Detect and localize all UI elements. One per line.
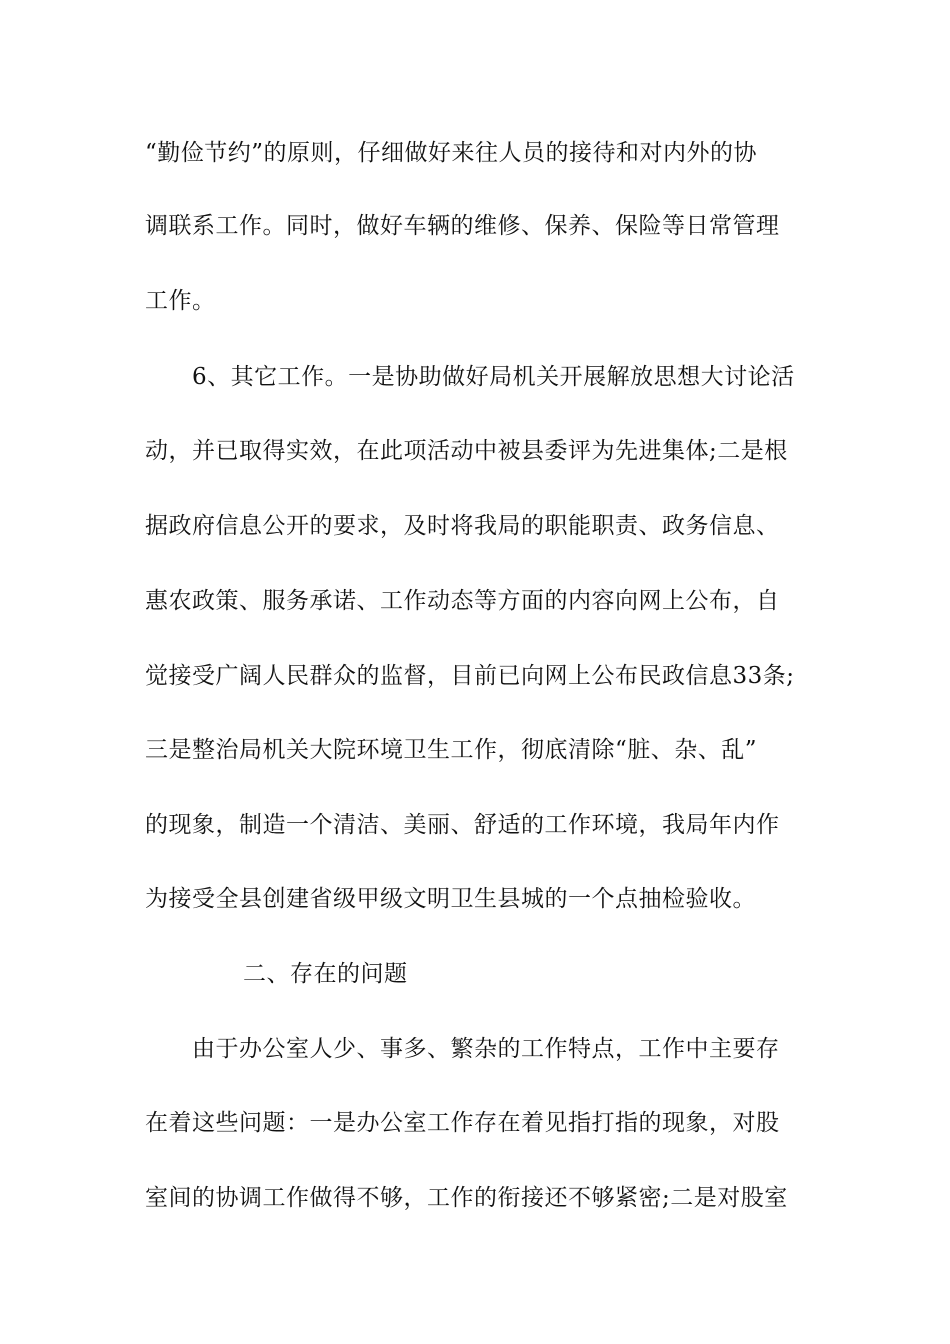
paragraph-start-line: 由于办公室人少、事多、繁杂的工作特点，工作中主要存 xyxy=(192,1036,780,1062)
text-line: 觉接受广阔人民群众的监督，目前已向网上公布民政信息33条; xyxy=(145,663,795,689)
section-heading: 二、存在的问题 xyxy=(243,961,408,987)
text-line: 惠农政策、服务承诺、工作动态等方面的内容向网上公布，自 xyxy=(145,588,780,614)
text-line: 工作。 xyxy=(145,288,216,314)
text-line: 在着这些问题：一是办公室工作存在着见指打指的现象，对股 xyxy=(145,1110,780,1136)
text-line: “勤俭节约”的原则，仔细做好来往人员的接待和对内外的协 xyxy=(145,140,758,166)
text-line: 的现象，制造一个清洁、美丽、舒适的工作环境，我局年内作 xyxy=(145,812,780,838)
text-line: 据政府信息公开的要求，及时将我局的职能职责、政务信息、 xyxy=(145,513,780,539)
text-line: 室间的协调工作做得不够，工作的衔接还不够紧密;二是对股室 xyxy=(145,1185,788,1211)
text-line: 为接受全县创建省级甲级文明卫生县城的一个点抽检验收。 xyxy=(145,886,756,912)
text-line: 调联系工作。同时，做好车辆的维修、保养、保险等日常管理 xyxy=(145,213,780,239)
paragraph-start-line: 6、其它工作。一是协助做好局机关开展解放思想大讨论活 xyxy=(192,364,795,390)
text-line: 动，并已取得实效，在此项活动中被县委评为先进集体;二是根 xyxy=(145,438,788,464)
text-line: 三是整治局机关大院环境卫生工作，彻底清除“脏、杂、乱” xyxy=(145,737,758,763)
